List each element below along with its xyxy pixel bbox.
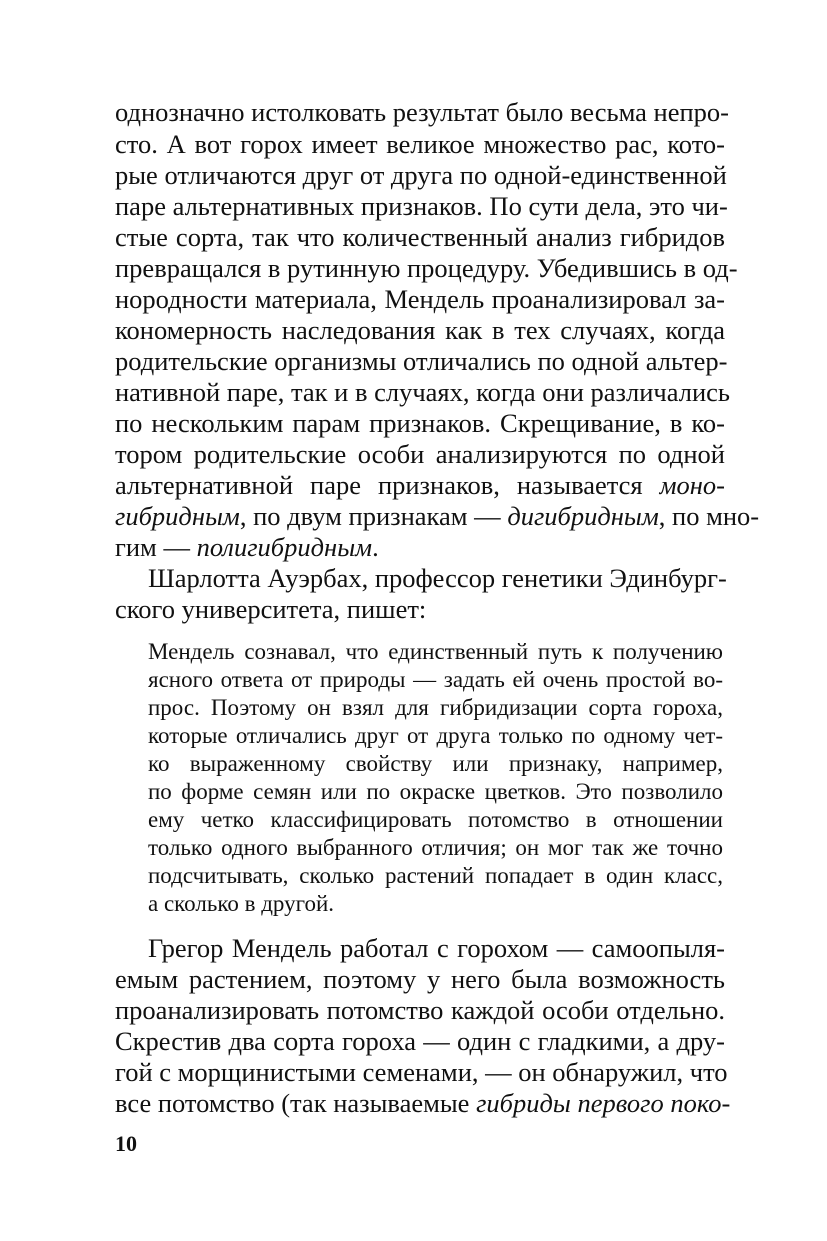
quote-line: а сколько в другой.: [148, 891, 335, 916]
quote-line: прос. Поэтому он взял для гибридизации сорта гороха,: [148, 695, 723, 720]
text-run: .: [372, 532, 379, 562]
quote-line: подсчитывать, сколько растений попадает в один класс,: [148, 863, 723, 888]
italic-term: дигибридным: [507, 501, 659, 531]
text-line: превращался в рутинную процедуру. Убедившись в од-: [115, 253, 738, 283]
text-run: гим —: [115, 532, 197, 562]
quote-line: только одного выбранного отличия; он мог так же точно: [148, 835, 723, 860]
text-run: все потомство (так называемые: [115, 1088, 477, 1118]
italic-term: гибридным: [115, 501, 240, 531]
text-run: , по мно-: [658, 501, 760, 531]
italic-term: гибриды первого поко-: [476, 1088, 731, 1118]
text-line: [115, 531, 725, 563]
page-number: 10: [115, 1131, 137, 1156]
italic-term: моно-: [659, 470, 725, 500]
text-line: стые сорта, так что количественный анализ гибридов: [115, 222, 725, 252]
quote-line: которые отличались друг от друга только по одному чет-: [148, 723, 723, 748]
text-line: емым растением, поэтому у него была возможность: [115, 964, 725, 994]
text-line: паре альтернативных признаков. По сути дела, это чи-: [115, 191, 728, 221]
text-line: Грегор Мендель работал с горохом — самоопыля-: [148, 933, 725, 963]
quote-line: ему четко классифицировать потомство в отношении: [148, 807, 723, 832]
text-line: родительские организмы отличались по одной альтер-: [115, 346, 728, 376]
text-line: ского университета, пишет:: [115, 594, 427, 624]
quote-line: ясного ответа от природы — задать ей очень простой во-: [148, 667, 723, 692]
quote-line: по форме семян или по окраске цветков. Это позволило: [148, 779, 723, 804]
italic-term: полигибридным: [196, 532, 373, 562]
text-line: нативной паре, так и в случаях, когда они различались: [115, 377, 730, 407]
text-line: [115, 469, 725, 501]
text-line: Скрестив два сорта гороха — один с гладкими, а дру-: [115, 1026, 725, 1056]
text-line: [115, 500, 760, 532]
text-run: , по двум признакам —: [239, 501, 508, 531]
text-line: гой с морщинистыми семенами, — он обнаружил, что: [115, 1057, 728, 1087]
quote-line: Мендель сознавал, что единственный путь к получению: [148, 639, 723, 664]
text-line: рые отличаются друг от друга по одной-единственной: [115, 160, 727, 190]
text-line: кономерность наследования как в тех случаях, когда: [115, 315, 725, 345]
quote-line: ко выраженному свойству или признаку, например,: [148, 751, 723, 776]
text-line: тором родительские особи анализируются по одной: [115, 439, 725, 469]
text-line: проанализировать потомство каждой особи отдельно.: [115, 995, 725, 1025]
text-run: альтернативной паре признаков, называется: [115, 470, 660, 500]
text-line: сто. А вот горох имеет великое множество рас, кото-: [115, 129, 725, 159]
text-line: однозначно истолковать результат было весьма непро-: [115, 97, 730, 127]
text-line: по нескольким парам признаков. Скрещивание, в ко-: [115, 408, 725, 438]
text-line: Шарлотта Ауэрбах, профессор генетики Эдинбург-: [148, 563, 727, 593]
text-line: [115, 1087, 731, 1119]
text-line: нородности материала, Мендель проанализировал за-: [115, 284, 725, 314]
